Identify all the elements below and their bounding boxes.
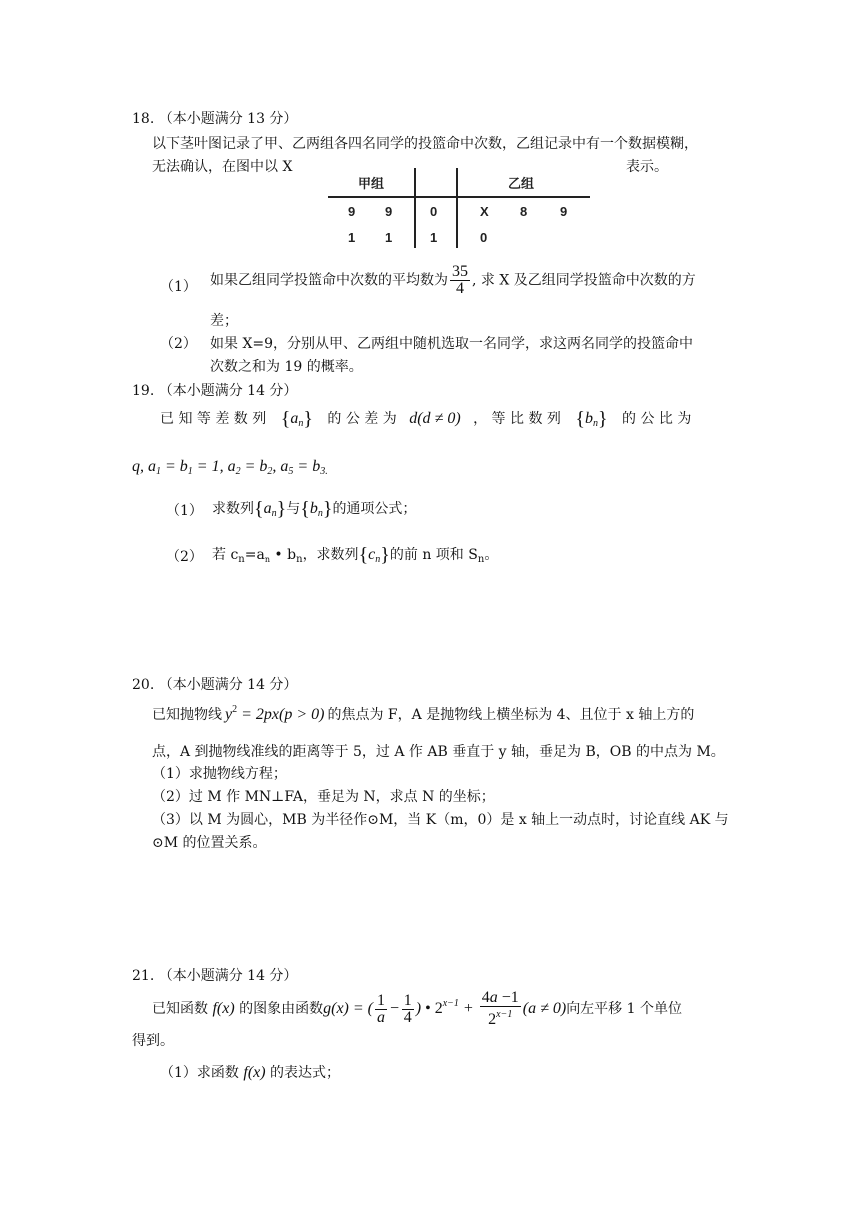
d-neq-0: d(d ≠ 0) — [409, 410, 461, 427]
stem-leaf-left-header: 甲组 — [358, 176, 385, 191]
q20-s2: （2）过 M 作 MN⊥FA，垂足为 N，求点 N 的坐标； — [152, 789, 495, 805]
q18-header: 18. （本小题满分 13 分） — [132, 111, 298, 127]
leaf-left-r1-1: 9 — [348, 204, 356, 219]
g-of-x-definition: g(x) = ( $\frac{1}{a}$ − $\frac{1}{4}$ ) • $2^{x-1}$ + $\frac{4a -1}{2^{x-1}}$ (a ≠ 0) — [323, 989, 567, 1029]
q21-s1-b: 的表达式； — [270, 1065, 341, 1081]
leaf-right-r1-1: X — [480, 204, 489, 219]
stem-r1: 0 — [430, 204, 438, 219]
fraction-numerator: 35 — [452, 263, 468, 280]
seq-a-n: $\{a_n\}$ — [280, 408, 313, 430]
q19-line1-a: 已 知 等 差 数 列 — [160, 411, 267, 427]
q19-p2-num: （2） — [166, 549, 203, 565]
q19-conditions: q, $a_1 = b_1 = 1$, $a_2 = b_2$, $a_5 = b_{3.}$ — [132, 458, 328, 477]
f-of-x: f(x) — [243, 1064, 266, 1081]
q18-intro-line2-b: 表示。 — [626, 159, 668, 175]
q19-p1-b: 与 — [286, 501, 301, 517]
q20-s3b: ⊙M 的位置关系。 — [152, 835, 267, 851]
q21-line1-a: 已知函数 — [152, 1001, 208, 1017]
q19-p2-c: • b — [269, 547, 297, 563]
q18-p2-text-a: 如果 X=9，分别从甲、乙两组中随机选取一名同学，求这两名同学的投篮命中 — [210, 336, 694, 352]
q19-line1-c: ， 等 比 数 列 — [473, 411, 561, 427]
q18-p1-fraction — [450, 264, 470, 297]
q18-p2-num: （2） — [160, 336, 197, 352]
q19-p1-c: 的通项公式； — [332, 501, 417, 517]
q19-line1-d: 的 公 比 为 — [622, 411, 692, 427]
leaf-right-r2-1: 0 — [480, 230, 488, 245]
q19-p2-f: 。 — [484, 547, 499, 563]
q18-p1-line — [210, 264, 696, 297]
q18-p2-text-b: 次数之和为 19 的概率。 — [210, 359, 363, 375]
seq-c-n: $\{c_n\}$ — [358, 544, 390, 566]
q19-p2-b: =a — [244, 547, 265, 563]
q21-line1 — [152, 986, 682, 1028]
stem-r2: 1 — [430, 230, 438, 245]
q19-p1-line — [212, 498, 416, 521]
q19-p2-line — [212, 544, 498, 567]
leaf-right-r1-3: 9 — [560, 204, 568, 219]
q19-header: 19. （本小题满分 14 分） — [132, 383, 298, 399]
leaf-left-r2-2: 1 — [385, 230, 393, 245]
stem-leaf-plot — [328, 168, 590, 248]
q20-line1-b: 的焦点为 F，A 是抛物线上横坐标为 4、且位于 x 轴上方的 — [327, 707, 695, 723]
q20-line2: 点，A 到抛物线准线的距离等于 5，过 A 作 AB 垂直于 y 轴，垂足为 B，OB 的中点为 M。 — [152, 744, 725, 760]
q21-line1-b: 的图象由函数 — [239, 1001, 324, 1017]
q21-s1 — [160, 1062, 340, 1082]
q20-s3a: （3）以 M 为圆心，MB 为半径作⊙M，当 K（m，0）是 x 轴上一动点时，讨论直线 AK 与 — [152, 812, 729, 828]
q18-intro-line2-a: 无法确认，在图中以 X — [152, 159, 293, 175]
q18-p1-text-c: 差； — [210, 313, 238, 329]
q19-p2-d: ，求数列 — [302, 547, 359, 563]
q18-p1-text-a: 如果乙组同学投篮命中次数的平均数为 — [210, 272, 448, 289]
stem-leaf-left-divider-top — [414, 168, 416, 196]
q20-header: 20. （本小题满分 14 分） — [132, 677, 298, 693]
fraction-denominator: 4 — [456, 280, 464, 297]
q19-p2-a: 若 c — [212, 547, 239, 563]
leaf-left-r1-2: 9 — [385, 204, 393, 219]
q19-p1-num: （1） — [166, 503, 203, 519]
leaf-left-r2-1: 1 — [348, 230, 356, 245]
q19-p1-a: 求数列 — [212, 501, 254, 517]
q20-line1 — [152, 704, 694, 724]
sub-n: n — [477, 554, 485, 565]
q21-line1-c: 向左平移 1 个单位 — [566, 1001, 682, 1017]
sub-n: n — [238, 554, 245, 565]
stem-leaf-right-divider — [456, 168, 458, 248]
stem-leaf-right-header: 乙组 — [508, 176, 535, 191]
leaf-right-r1-2: 8 — [520, 204, 528, 219]
q18-p1-num: （1） — [160, 279, 197, 295]
q18-p1-text-b: , 求 X 及乙组同学投篮命中次数的方 — [472, 272, 696, 289]
sub-n: n — [264, 555, 270, 564]
f-of-x: f(x) — [212, 1000, 235, 1017]
sub-n: n — [296, 554, 303, 565]
q21-s1-a: （1）求函数 — [160, 1065, 239, 1081]
q19-line1-b: 的 公 差 为 — [327, 411, 397, 427]
seq-b-n: $\{b_n\}$ — [575, 408, 608, 430]
parabola-equation: $y^2 = 2px(p > 0)$ — [225, 704, 325, 723]
q19-p2-e: 的前 n 项和 S — [389, 547, 478, 563]
q20-s1: （1）求抛物线方程； — [152, 766, 287, 782]
q18-intro-line1: 以下茎叶图记录了甲、乙两组各四名同学的投篮命中次数，乙组记录中有一个数据模糊， — [152, 136, 698, 152]
q20-line1-a: 已知抛物线 — [152, 707, 222, 723]
seq-a-n-p1: $\{a_n\}$ — [254, 498, 287, 520]
stem-leaf-header-rule — [328, 196, 590, 198]
seq-b-n-p1: $\{b_n\}$ — [300, 498, 333, 520]
q19-line1 — [160, 408, 691, 431]
q21-line2: 得到。 — [132, 1033, 174, 1049]
q21-header: 21. （本小题满分 14 分） — [132, 968, 298, 984]
stem-leaf-left-divider — [414, 196, 416, 248]
